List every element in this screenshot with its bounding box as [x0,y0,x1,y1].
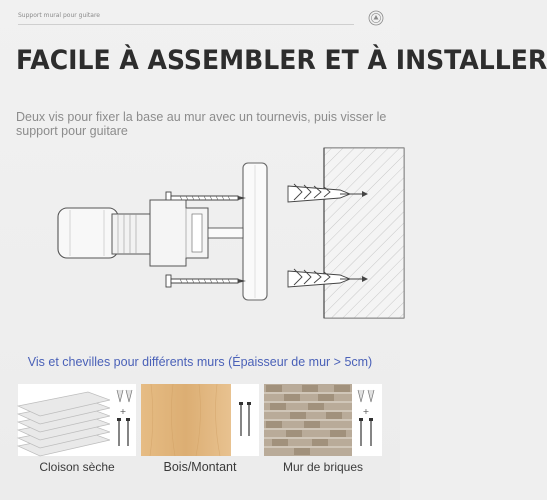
wall-types-title: Vis et chevilles pour différents murs (Épaisseur de mur > 5cm) [27,355,373,369]
brick-wall-icon [324,148,404,318]
screw-icon [166,275,246,287]
wall-type-card-drywall [18,384,136,456]
installation-diagram [0,140,400,325]
wall-type-label-wood: Bois/Montant [163,460,237,474]
guitar-hanger-icon [58,200,243,266]
plus-sign: + [119,407,127,416]
brick-wall-icon [264,384,382,456]
brand-seal-icon [368,10,384,26]
page-title [16,45,547,76]
wall-plate-icon [243,163,267,300]
subtitle: Deux vis pour fixer la base au mur avec un tournevis, puis visser le support pour guitare [16,110,387,138]
top-bar [18,10,384,30]
wood-stud-icon [141,384,259,456]
page-title-text: FACILE À ASSEMBLER ET À INSTALLER [16,45,547,76]
plus-sign: + [362,407,370,416]
breadcrumb: Support mural pour guitare [18,12,100,19]
wall-type-label-drywall: Cloison sèche [39,460,115,474]
wall-type-card-brick [264,384,382,456]
drywall-icon [18,384,136,456]
header-divider [18,24,354,25]
wall-type-label-brick: Mur de briques [282,460,364,474]
wall-type-card-wood [141,384,259,456]
